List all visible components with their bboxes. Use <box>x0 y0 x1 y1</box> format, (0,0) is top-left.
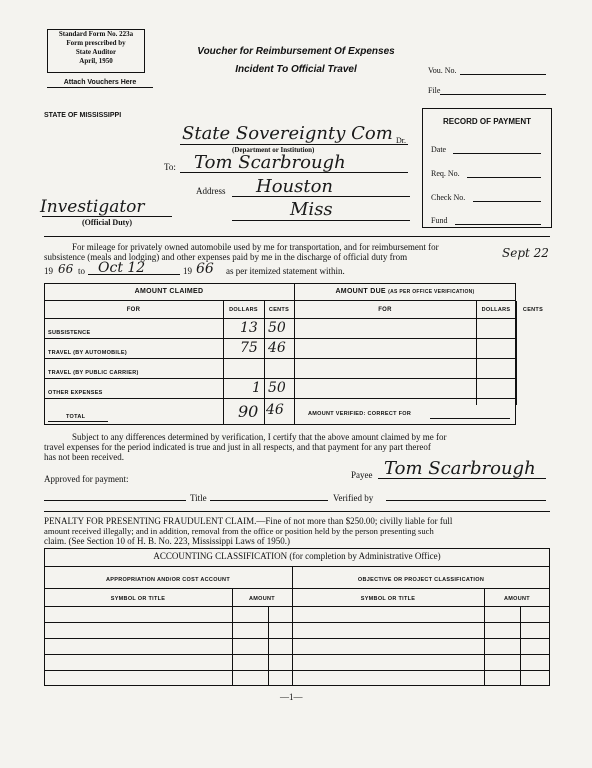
form-title-2: Incident To Official Travel <box>235 64 357 75</box>
approved-sign-line[interactable] <box>44 500 186 501</box>
col-line-left-dollars <box>223 301 224 425</box>
row-label-subsistence: SUBSISTENCE <box>48 330 91 336</box>
to-label: To: <box>164 162 176 172</box>
row-dollars-subsistence[interactable]: 13 <box>240 320 258 336</box>
row-cents-travel-auto[interactable]: 46 <box>268 340 286 356</box>
address-label: Address <box>196 186 226 196</box>
accounting-middle-line <box>292 566 293 686</box>
accounting-table <box>44 548 550 686</box>
record-date-label: Date <box>431 145 447 154</box>
appropriation-header: APPROPRIATION AND/OR COST ACCOUNT <box>106 577 230 583</box>
payee-name-value[interactable]: Tom Scarbrough <box>194 152 346 173</box>
page-number: —1— <box>280 692 303 702</box>
right-for-header: FOR <box>378 307 392 313</box>
record-fund-field[interactable] <box>455 224 541 225</box>
year-prefix-2: 19 <box>183 266 192 276</box>
record-of-payment-title: RECORD OF PAYMENT <box>442 117 531 126</box>
record-req-label: Req. No. <box>431 169 460 178</box>
address-line-2 <box>232 220 410 221</box>
header-separator <box>44 236 550 237</box>
accounting-row-line-3 <box>44 638 550 639</box>
std-form-line-3: State Auditor <box>75 48 117 56</box>
amount-claimed-header: AMOUNT CLAIMED <box>134 288 204 295</box>
left-for-header: FOR <box>126 307 141 313</box>
accounting-left-cents-line <box>268 606 269 686</box>
payee-label: Payee <box>351 470 373 480</box>
row-cents-subsistence[interactable]: 50 <box>268 320 286 336</box>
accounting-right-cents-line <box>520 606 521 686</box>
accounting-head-line <box>44 588 550 589</box>
address-state-value[interactable]: Miss <box>290 199 333 220</box>
penalty-line-3: claim. (See Section 10 of H. B. No. 223, Mississippi Laws of 1950.) <box>44 536 290 546</box>
table-row-line-4 <box>44 398 516 399</box>
year-prefix-1: 19 <box>44 266 53 276</box>
table-row-line-1 <box>44 338 516 339</box>
department-value[interactable]: State Sovereignty Com <box>182 123 393 144</box>
row-cents-total[interactable]: 46 <box>266 402 284 418</box>
year-2-value[interactable]: 66 <box>196 261 214 277</box>
amount-due-label: AMOUNT DUE <box>335 288 386 295</box>
table-subheader-line <box>44 318 516 319</box>
to-date-value[interactable]: Oct 12 <box>98 260 146 276</box>
row-cents-other[interactable]: 50 <box>268 380 286 396</box>
accounting-row-line-2 <box>44 622 550 623</box>
to-word: to <box>78 266 86 276</box>
accounting-right-amount-line <box>484 588 485 686</box>
col-line-right-dollars <box>476 301 477 405</box>
right-amount-header: AMOUNT <box>504 596 530 602</box>
to-date-line <box>88 274 180 275</box>
row-label-other: OTHER EXPENSES <box>48 390 103 396</box>
objective-header: OBJECTIVE OR PROJECT CLASSIFICATION <box>357 577 485 583</box>
year-1-value[interactable]: 66 <box>58 262 74 276</box>
std-form-line-1: Standard Form No. 223a <box>58 30 134 38</box>
certify-line-2: travel expenses for the period indicated is true and just in all respects, and that payment for any part thereof <box>44 442 431 452</box>
record-date-field[interactable] <box>453 153 541 154</box>
official-duty-label: (Official Duty) <box>82 218 132 227</box>
row-dollars-other[interactable]: 1 <box>252 380 261 396</box>
record-fund-label: Fund <box>431 216 448 225</box>
certify-line-1: Subject to any differences determined by verification, I certify that the above amount claimed by me for <box>72 432 447 442</box>
record-check-field[interactable] <box>473 201 541 202</box>
row-label-travel-auto: TRAVEL (BY AUTOMOBILE) <box>48 350 128 356</box>
record-req-field[interactable] <box>467 177 541 178</box>
penalty-separator <box>44 511 550 512</box>
mileage-line-2: subsistence (meals and lodging) and other expenses paid by me in the discharge of official duty from <box>44 252 408 262</box>
accounting-title: ACCOUNTING CLASSIFICATION (for completion by Administrative Office) <box>153 551 441 561</box>
accounting-row-line-5 <box>44 670 550 671</box>
payee-signature[interactable]: Tom Scarbrough <box>384 458 536 479</box>
amount-verified-line[interactable] <box>430 418 510 419</box>
accounting-row-line-4 <box>44 654 550 655</box>
title-label: Title <box>190 493 207 503</box>
penalty-line-2: amount received illegally; and in addition, removal from the office or position held by the person presenting such <box>44 526 434 536</box>
attach-vouchers-note: Attach Vouchers Here <box>47 79 153 88</box>
verified-by-label: Verified by <box>333 493 374 503</box>
amount-verified-label: AMOUNT VERIFIED: CORRECT FOR <box>308 411 412 417</box>
certify-line-3: has not been received. <box>44 452 124 462</box>
row-label-travel-public: TRAVEL (BY PUBLIC CARRIER) <box>48 370 139 376</box>
to-line <box>180 172 408 173</box>
accounting-row-line-1 <box>44 606 550 607</box>
left-amount-header: AMOUNT <box>249 596 275 602</box>
amount-due-sub: (AS PER OFFICE VERIFICATION) <box>388 289 475 295</box>
form-title-1: Voucher for Reimbursement Of Expenses <box>197 46 395 57</box>
amount-due-header <box>294 288 516 295</box>
address-line-1 <box>232 196 410 197</box>
dr-label: Dr. <box>396 136 406 145</box>
left-symbol-header: SYMBOL OR TITLE <box>110 596 166 602</box>
voucher-number-field[interactable] <box>460 74 546 75</box>
from-date-value[interactable]: Sept 22 <box>502 246 549 260</box>
official-duty-value[interactable]: Investigator <box>40 197 145 217</box>
right-dollars-header: DOLLARS <box>481 307 511 313</box>
state-heading: STATE OF MISSISSIPPI <box>44 112 122 119</box>
statement-suffix: as per itemized statement within. <box>226 266 345 276</box>
file-field[interactable] <box>440 94 546 95</box>
col-line-left-cents <box>264 301 265 425</box>
record-check-label: Check No. <box>431 193 466 202</box>
approved-label: Approved for payment: <box>44 474 129 484</box>
verified-by-line[interactable] <box>386 500 546 501</box>
standard-form-box <box>47 29 145 73</box>
right-cents-header: CENTS <box>522 307 544 313</box>
std-form-line-2: Form prescribed by <box>66 39 126 47</box>
record-of-payment-box <box>422 108 552 228</box>
department-line <box>180 144 408 145</box>
col-line-right-cents <box>516 301 517 405</box>
accounting-left-amount-line <box>232 588 233 686</box>
row-dollars-travel-auto[interactable]: 75 <box>240 340 258 356</box>
left-cents-header: CENTS <box>268 307 290 313</box>
address-city-value[interactable]: Houston <box>256 176 334 197</box>
std-form-line-4: April, 1950 <box>79 57 113 65</box>
row-label-total: TOTAL <box>66 414 86 420</box>
voucher-number-label: Vou. No. <box>428 66 457 75</box>
col-line-middle <box>294 283 295 425</box>
penalty-line-1: PENALTY FOR PRESENTING FRAUDULENT CLAIM.—Fine of not more than $250.00; civilly liable for full <box>44 516 453 526</box>
official-duty-line <box>42 216 172 217</box>
table-header-line <box>44 300 516 301</box>
file-label: File <box>428 86 441 95</box>
accounting-title-line <box>44 566 550 567</box>
right-symbol-header: SYMBOL OR TITLE <box>360 596 416 602</box>
table-row-line-2 <box>44 358 516 359</box>
table-row-line-3 <box>44 378 516 379</box>
department-label: (Department or Institution) <box>232 146 315 154</box>
row-dollars-total[interactable]: 90 <box>238 402 259 421</box>
payee-line <box>378 478 546 479</box>
title-line[interactable] <box>210 500 328 501</box>
total-underline <box>48 421 108 422</box>
mileage-line-1: For mileage for privately owned automobile used by me for transportation, and for reimbursement for <box>72 242 439 252</box>
left-dollars-header: DOLLARS <box>229 307 258 313</box>
